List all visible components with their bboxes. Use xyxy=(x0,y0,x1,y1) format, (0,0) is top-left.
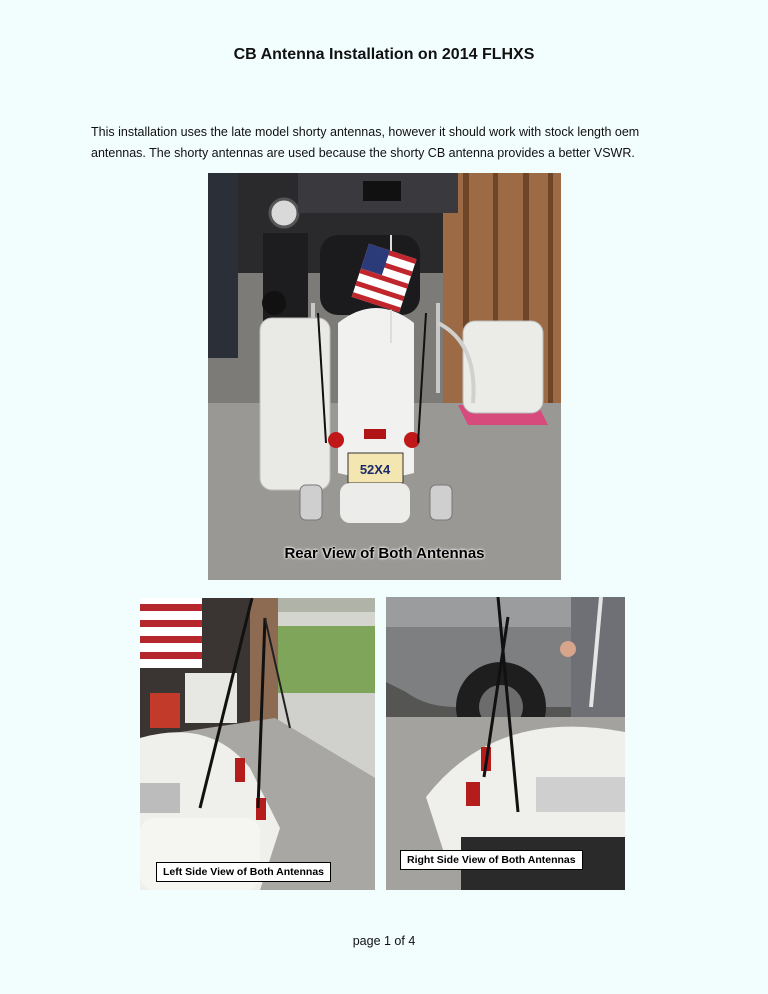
page-number: page 1 of 4 xyxy=(352,934,416,948)
left-side-photo xyxy=(140,598,375,890)
right-side-photo xyxy=(386,597,625,890)
rear-view-photo xyxy=(208,173,561,580)
left-side-caption: Left Side View of Both Antennas xyxy=(156,862,331,882)
rear-view-caption: Rear View of Both Antennas xyxy=(284,545,485,562)
right-side-caption: Right Side View of Both Antennas xyxy=(400,850,583,870)
page-title: CB Antenna Installation on 2014 FLHXS xyxy=(233,46,535,63)
license-plate-text: 52X4 xyxy=(359,462,391,477)
intro-paragraph xyxy=(91,122,681,164)
intro-line-1: This installation uses the late model shorty antennas, however it should work with stock length oem xyxy=(91,125,640,139)
intro-line-2: antennas. The shorty antennas are used because the shorty CB antenna provides a better VSWR. xyxy=(91,146,635,160)
